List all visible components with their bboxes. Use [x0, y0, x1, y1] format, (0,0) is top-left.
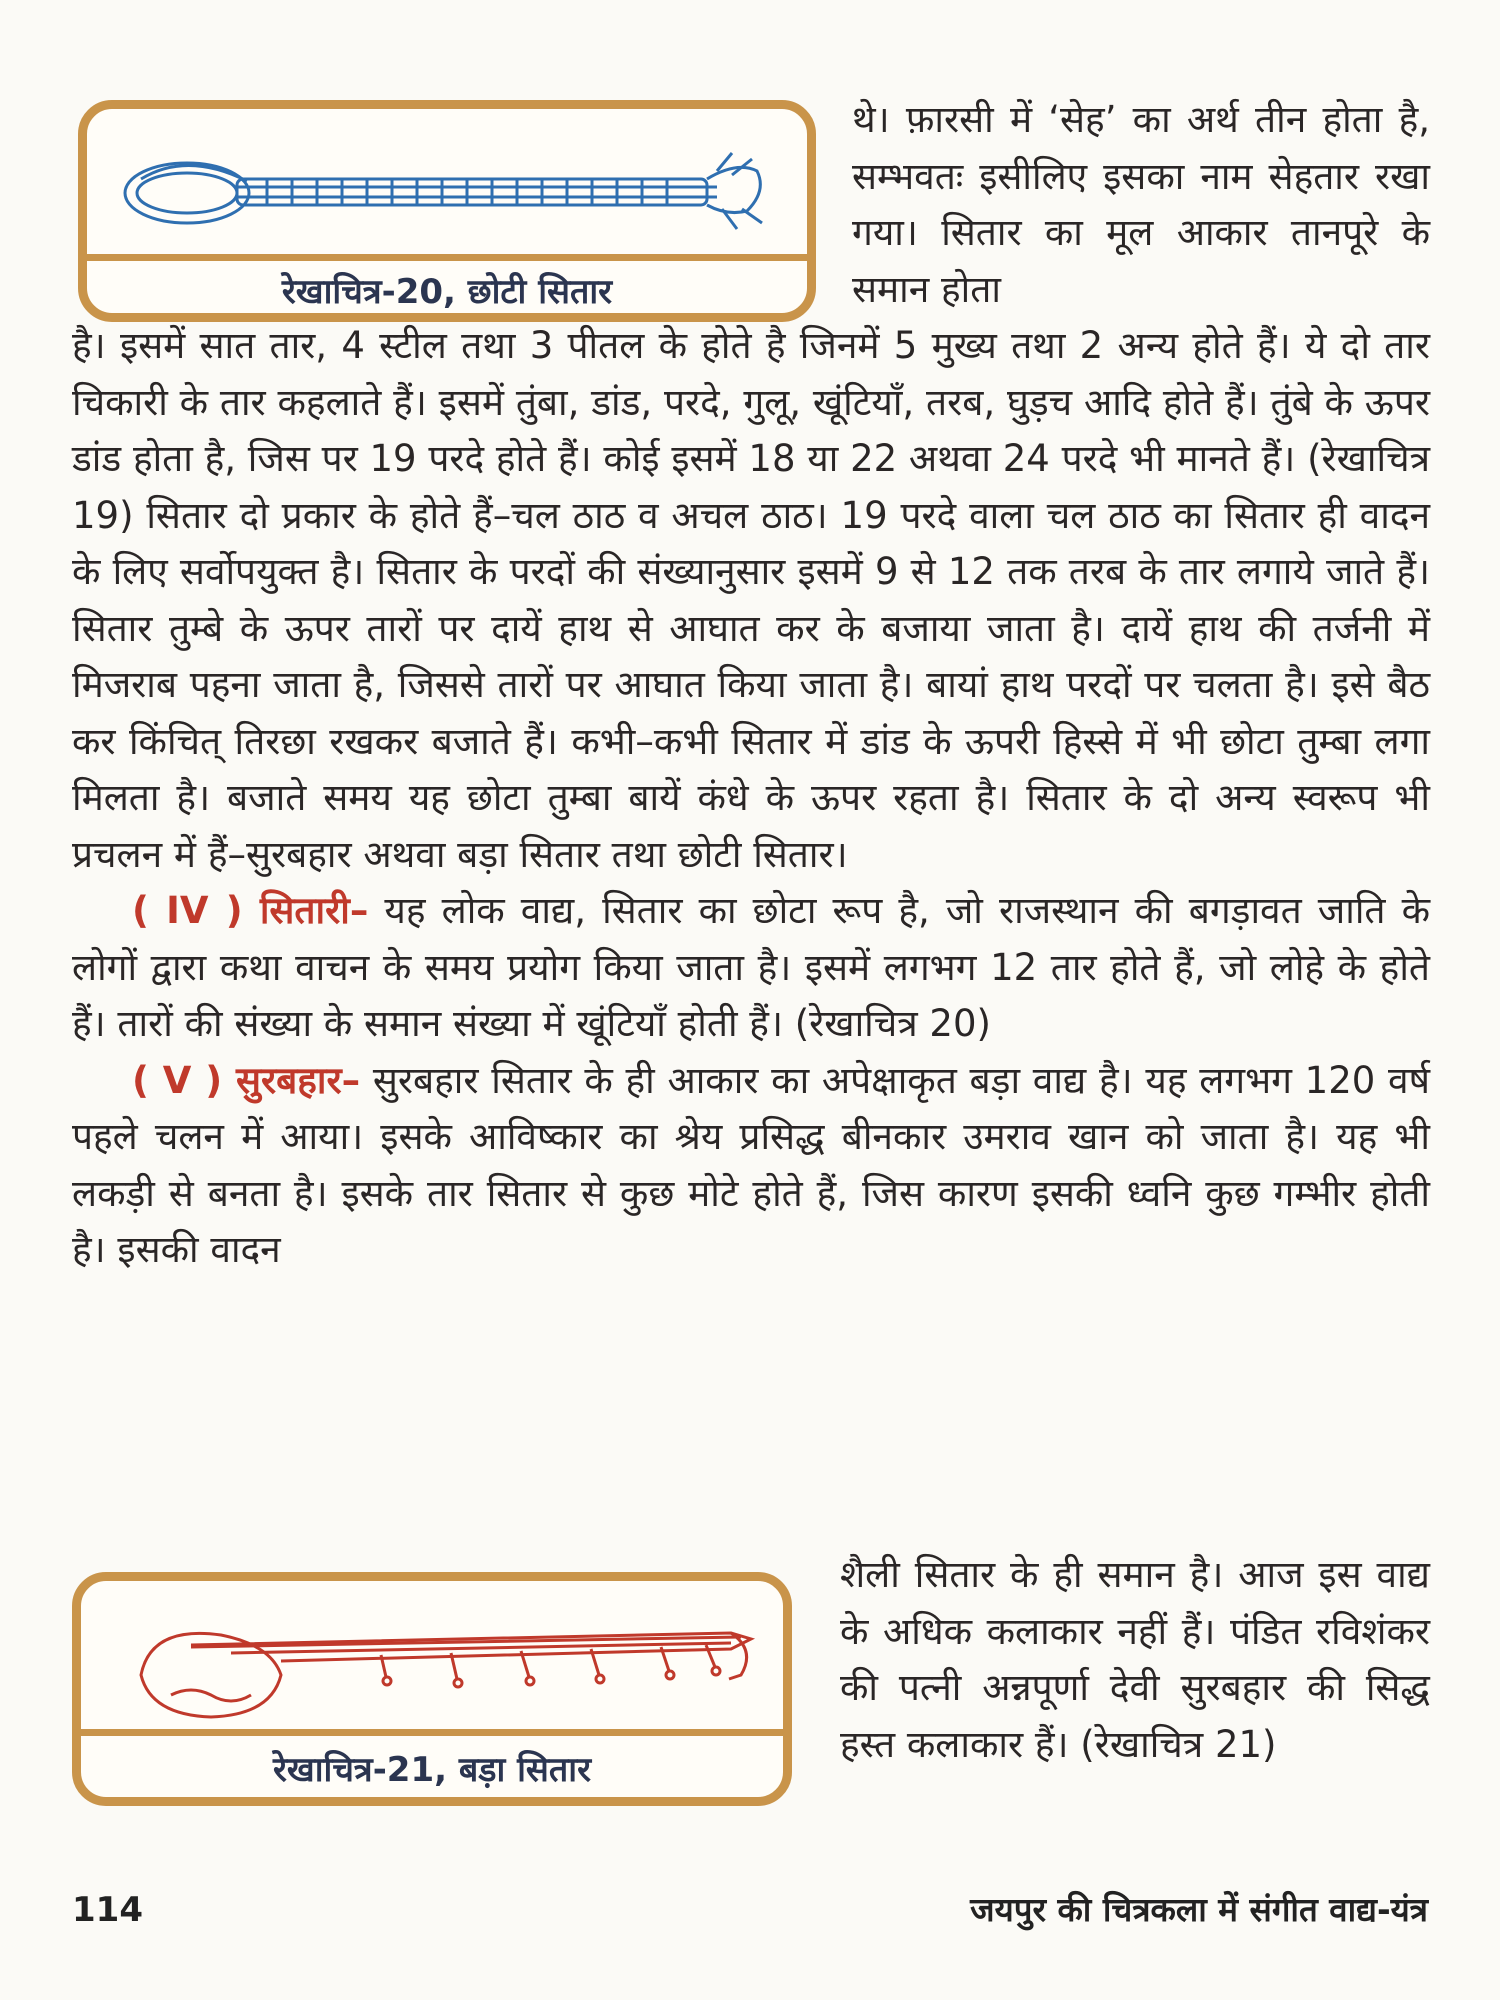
paragraph-bottom-right: [840, 1547, 1430, 1773]
figure-divider: [87, 254, 807, 261]
paragraph-top-right: [852, 92, 1430, 318]
running-footer-title: जयपुर की चित्रकला में संगीत वाद्य-यंत्र: [970, 1890, 1428, 1929]
sitari-body: यह लोक वाद्य, सितार का छोटा रूप है, जो राजस्थान की बगड़ावत जाति के लोगों द्वारा कथा वाचन के समय प्रयोग किया जाता है। इसमें लगभग 12 तार होते हैं, जो लोहे के होते हैं। तारों की संख्या के समान संख्या में खूंटियाँ होती हैं। (रेखाचित्र 20): [72, 889, 1430, 1045]
surbahar-paragraph: [72, 1053, 1430, 1279]
paragraph-text: शैली सितार के ही समान है। आज इस वाद्य के अधिक कलाकार नहीं हैं। पंडित रविशंकर की पत्नी अन्नपूर्णा देवी सुरबहार की सिद्ध हस्त कलाकार हैं। (रेखाचित्र 21): [840, 1553, 1430, 1766]
figure-20-caption: रेखाचित्र-20, छोटी सितार: [281, 272, 613, 312]
sitar-paragraph: है। इसमें सात तार, 4 स्टील तथा 3 पीतल के होते है जिनमें 5 मुख्य तथा 2 अन्य होते हैं। ये दो तार चिकारी के तार कहलाते हैं। इसमें तुंबा, डांड, परदे, गुलू, खूंटियाँ, तरब, घुड़च आदि होते हैं। तुंबे के ऊपर डांड होता है, जिस पर 19 परदे होते हैं। कोई इसमें 18 या 22 अथवा 24 परदे भी मानते हैं। (रेखाचित्र 19) सितार दो प्रकार के होते हैं–चल ठाठ व अचल ठाठ। 19 परदे वाला चल ठाठ का सितार ही वादन के लिए सर्वोपयुक्त है। सितार के परदों की संख्यानुसार इसमें 9 से 12 तक तरब के तार लगाये जाते हैं। सितार तुम्बे के ऊपर तारों पर दायें हाथ से आघात कर के बजाया जाता है। दायें हाथ की तर्जनी में मिजराब पहना जाता है, जिससे तारों पर आघात किया जाता है। बायां हाथ परदों पर चलता है। इसे बैठ कर किंचित् तिरछा रखकर बजाते हैं। कभी–कभी सितार में डांड के ऊपरी हिस्से में भी छोटा तुम्बा लगा मिलता है। बजाते समय यह छोटा तुम्बा बायें कंधे के ऊपर रहता है। सितार के दो अन्य स्वरूप भी प्रचलन में हैं–सुरबहार अथवा बड़ा सितार तथा छोटी सितार।: [72, 324, 1430, 876]
large-sitar-illustration: [131, 1595, 761, 1725]
figure-21-box: [72, 1572, 792, 1806]
sitari-heading: ( IV ) सितारी–: [132, 889, 369, 932]
surbahar-body: सुरबहार सितार के ही आकार का अपेक्षाकृत बड़ा वाद्य है। यह लगभग 120 वर्ष पहले चलन में आया। इसके आविष्कार का श्रेय प्रसिद्ध बीनकार उमराव खान को जाता है। यह भी लकड़ी से बनता है। इसके तार सितार से कुछ मोटे होते हैं, जिस कारण इसकी ध्वनि कुछ गम्भीर होती है। इसकी वादन: [72, 1058, 1430, 1271]
small-sitar-illustration: [117, 131, 777, 241]
main-body-text: [72, 318, 1430, 1279]
figure-21-caption: रेखाचित्र-21, बड़ा सितार: [273, 1750, 591, 1790]
figure-20-box: [78, 100, 816, 322]
surbahar-heading: ( V ) सुरबहार–: [132, 1058, 361, 1102]
sitari-paragraph: [72, 883, 1430, 1053]
figure-divider: [81, 1729, 783, 1736]
page-number: 114: [72, 1890, 143, 1930]
paragraph-text: थे। फ़ारसी में ‘सेह’ का अर्थ तीन होता है, सम्भवतः इसीलिए इसका नाम सेहतार रखा गया। सितार का मूल आकार तानपूरे के समान होता: [852, 98, 1430, 311]
